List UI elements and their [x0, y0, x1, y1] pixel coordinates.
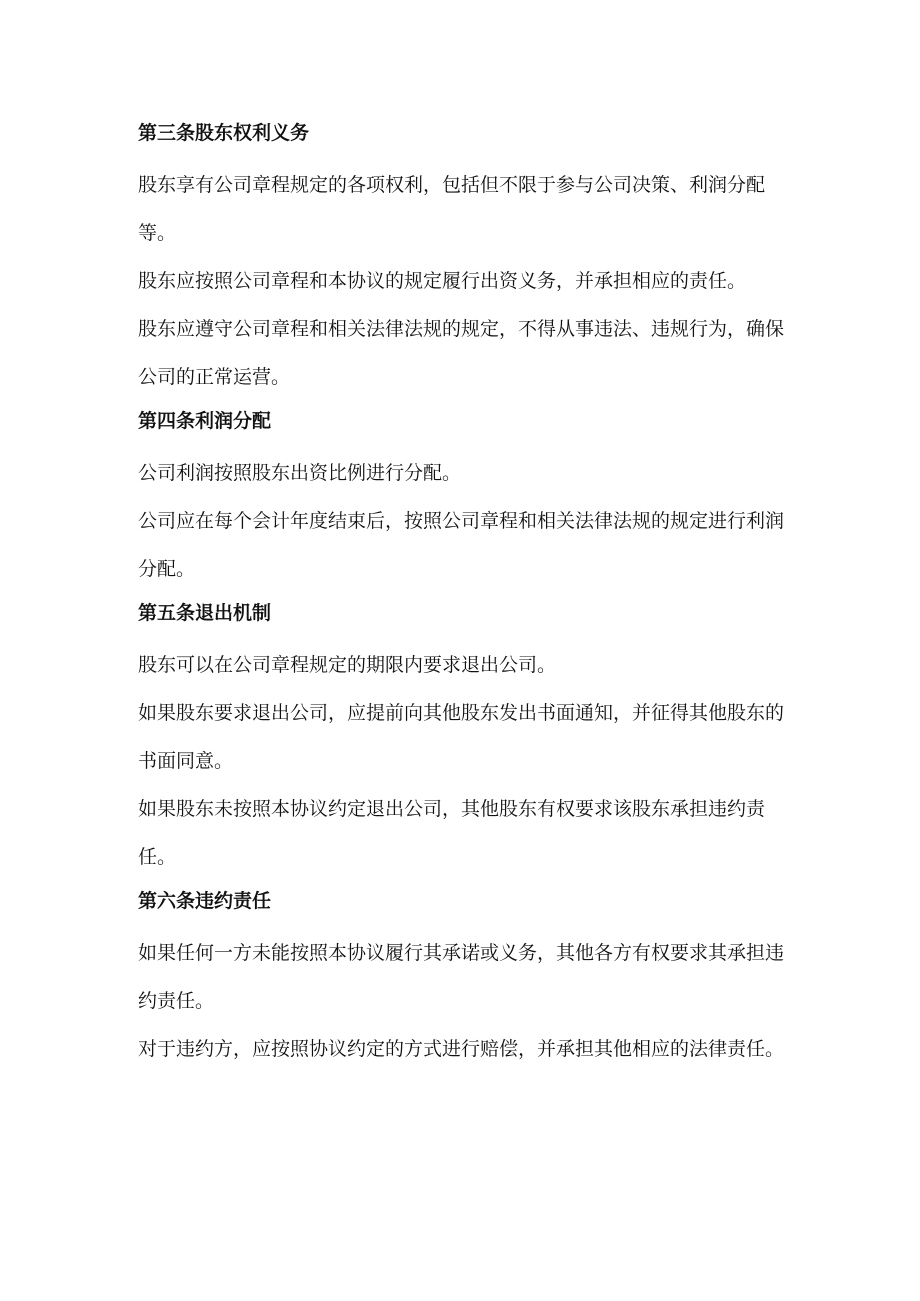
paragraph: 股东可以在公司章程规定的期限内要求退出公司。 — [138, 654, 557, 676]
section-breach-liability — [138, 881, 798, 1073]
section-profit-distribution — [138, 401, 798, 593]
paragraph: 对于违约方，应按照协议约定的方式进行赔偿，并承担其他相应的法律责任。 — [138, 1038, 785, 1060]
paragraph: 股东应按照公司章程和本协议的规定履行出资义务，并承担相应的责任。 — [138, 270, 747, 292]
paragraph: 股东享有公司章程规定的各项权利，包括但不限于参与公司决策、利润分配等。 — [138, 174, 766, 244]
section-exit-mechanism — [138, 593, 798, 881]
paragraph: 股东应遵守公司章程和相关法律法规的规定，不得从事违法、违规行为，确保公司的正常运营。 — [138, 318, 785, 388]
document-body — [138, 113, 798, 1073]
paragraph: 公司应在每个会计年度结束后，按照公司章程和相关法律法规的规定进行利润分配。 — [138, 510, 785, 580]
section-heading: 第五条退出机制 — [138, 602, 272, 624]
paragraph: 公司利润按照股东出资比例进行分配。 — [138, 462, 462, 484]
section-heading: 第三条股东权利义务 — [138, 122, 310, 144]
section-heading: 第四条利润分配 — [138, 410, 272, 432]
section-shareholder-rights — [138, 113, 798, 401]
paragraph: 如果任何一方未能按照本协议履行其承诺或义务，其他各方有权要求其承担违约责任。 — [138, 942, 785, 1012]
section-heading: 第六条违约责任 — [138, 890, 272, 912]
paragraph: 如果股东要求退出公司，应提前向其他股东发出书面通知，并征得其他股东的书面同意。 — [138, 702, 785, 772]
paragraph: 如果股东未按照本协议约定退出公司，其他股东有权要求该股东承担违约责任。 — [138, 798, 766, 868]
